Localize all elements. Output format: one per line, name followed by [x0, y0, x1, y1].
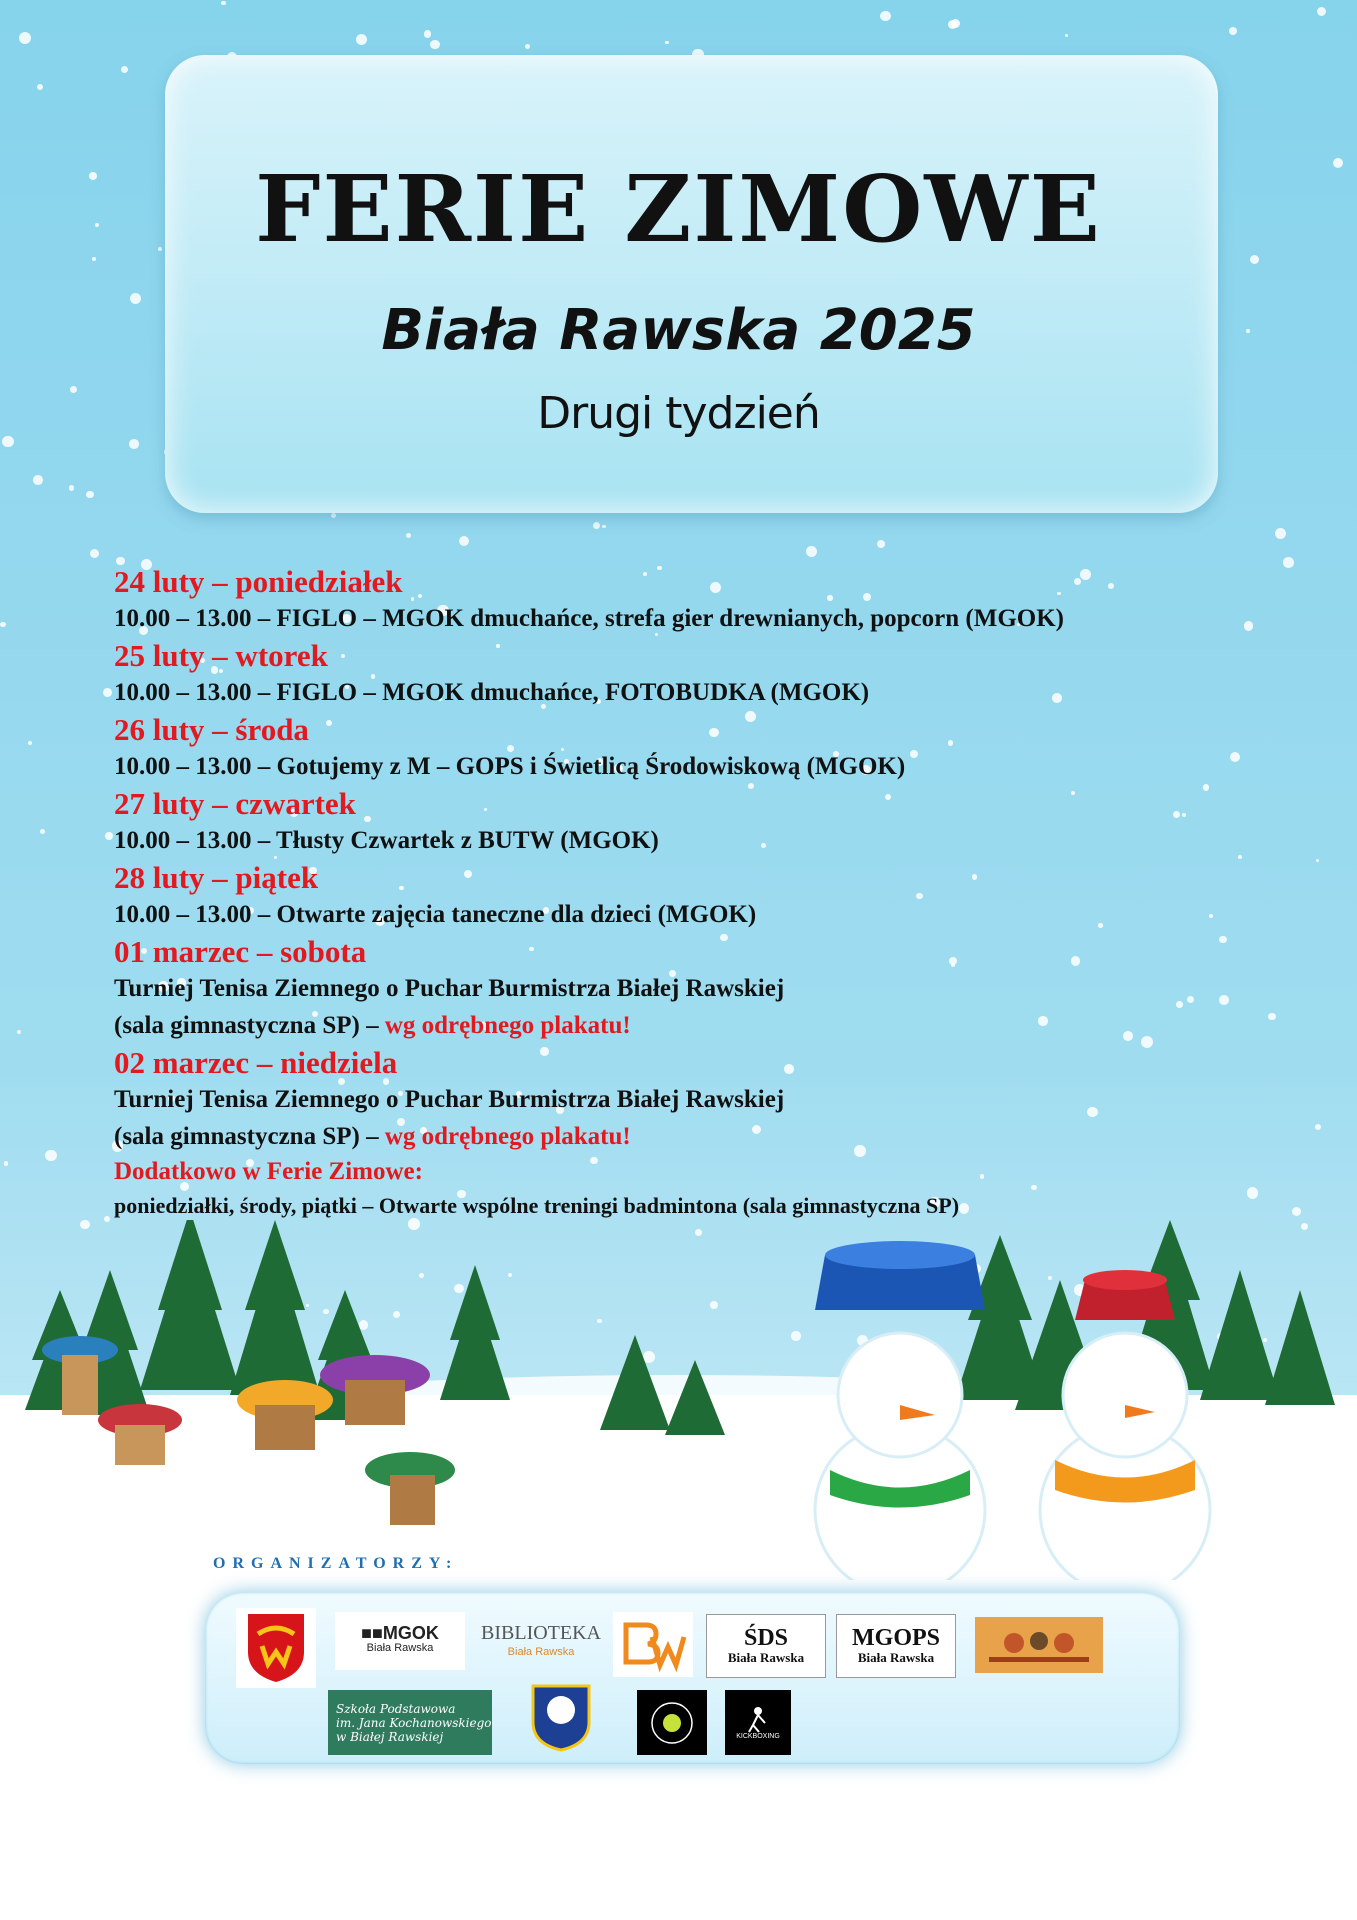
snowflake [121, 66, 128, 73]
snowflake [33, 475, 43, 485]
poster-note: wg odrębnego plakatu! [384, 1012, 631, 1039]
snowflake [356, 34, 367, 45]
winter-scene-illustration [0, 1220, 1357, 1580]
schedule-day [114, 637, 1314, 711]
extra-heading: Dodatkowo w Ferie Zimowe: [114, 1158, 423, 1185]
town-coat-of-arms-logo [236, 1608, 316, 1688]
snowflake [103, 688, 112, 697]
event-line: 10.00 – 13.00 – FIGLO – MGOK dmuchańce, strefa gier drewnianych, popcorn (MGOK) [114, 605, 1064, 632]
snowflake [406, 533, 411, 538]
event-line: 10.00 – 13.00 – Tłusty Czwartek z BUTW (MGOK) [114, 827, 659, 854]
snowflake [105, 832, 113, 840]
snowflake [1316, 859, 1319, 862]
snowflake [880, 11, 891, 22]
kids-activity-logo [975, 1617, 1103, 1673]
extra-text: poniedziałki, środy, piątki – Otwarte wspólne treningi badmintona (sala gimnastyczna SP) [114, 1193, 960, 1218]
snowflake [86, 491, 93, 498]
schedule-day [114, 859, 1314, 933]
kickboxing-figure-icon [743, 1705, 773, 1733]
snowflake [19, 32, 31, 44]
snowflake [90, 549, 100, 559]
snowflake [424, 30, 432, 38]
event-line: Turniej Tenisa Ziemnego o Puchar Burmistrza Białej Rawskiej [114, 1086, 785, 1113]
coat-of-arms-icon [246, 1612, 306, 1684]
snowflake [593, 522, 600, 529]
snowflake [221, 1, 225, 5]
snowflake [459, 536, 469, 546]
snowflake [4, 1161, 9, 1166]
schedule-day [114, 563, 1314, 637]
poster-title: FERIE ZIMOWE [255, 155, 1102, 263]
snowflake [877, 540, 885, 548]
sds-logo: ŚDS Biała Rawska [706, 1614, 826, 1678]
day-heading: 01 marzec – sobota [114, 934, 367, 969]
snowflake [69, 485, 74, 490]
event-line: (sala gimnastyczna SP) – wg odrębnego plakatu! [114, 1012, 631, 1039]
event-line: 10.00 – 13.00 – Gotujemy z M – GOPS i Świetlicą Środowiskową (MGOK) [114, 753, 906, 780]
header-panel [165, 55, 1218, 513]
schedule-day [114, 711, 1314, 785]
snowflake [17, 1030, 21, 1034]
butw-icon [618, 1617, 688, 1672]
snowflake [948, 20, 957, 29]
mgops-logo: MGOPS Biała Rawska [836, 1614, 956, 1678]
snowflake [37, 84, 43, 90]
snowflake [1065, 34, 1068, 37]
event-line: 10.00 – 13.00 – FIGLO – MGOK dmuchańce, FOTOBUDKA (MGOK) [114, 679, 870, 706]
snowflake [28, 741, 32, 745]
snowflake [430, 40, 440, 50]
snowflake [602, 525, 606, 529]
day-heading: 25 luty – wtorek [114, 638, 328, 673]
butw-logo [613, 1612, 693, 1677]
club-shield-icon [529, 1682, 593, 1752]
snowflake [1229, 27, 1237, 35]
sports-club-logo [528, 1682, 593, 1752]
tennis-club-logo [637, 1690, 707, 1755]
schedule-day [114, 1044, 1314, 1155]
event-line: (sala gimnastyczna SP) – wg odrębnego plakatu! [114, 1123, 631, 1150]
day-heading: 24 luty – poniedziałek [114, 564, 403, 599]
snowflake [331, 513, 336, 518]
snowflake [45, 1150, 56, 1161]
event-line: 10.00 – 13.00 – Otwarte zajęcia taneczne dla dzieci (MGOK) [114, 901, 757, 928]
schedule-day [114, 933, 1314, 1044]
poster-subtitle: Biała Rawska 2025 [381, 298, 976, 363]
snowflake [1317, 7, 1326, 16]
snowflake [129, 439, 139, 449]
day-heading: 28 luty – piątek [114, 860, 319, 895]
day-heading: 27 luty – czwartek [114, 786, 356, 821]
organizers-label: ORGANIZATORZY: [213, 1555, 459, 1572]
poster-note: wg odrębnego plakatu! [384, 1123, 631, 1150]
snowflake [1275, 528, 1286, 539]
snowflake [40, 829, 46, 835]
snowflake [525, 44, 530, 49]
mgok-logo: ■■MGOK Biała Rawska [335, 1612, 465, 1670]
event-line: Turniej Tenisa Ziemnego o Puchar Burmistrza Białej Rawskiej [114, 975, 785, 1002]
snowflake [1315, 1124, 1321, 1130]
children-drawing-icon [984, 1623, 1094, 1667]
day-heading: 02 marzec – niedziela [114, 1045, 398, 1080]
tennis-ball-icon [647, 1698, 697, 1748]
week-label: Drugi tydzień [537, 388, 820, 439]
szkola-podstawowa-logo: Szkoła Podstawowa im. Jana Kochanowskiego w Białej Rawskiej [328, 1690, 492, 1755]
snowflake [665, 41, 669, 45]
day-heading: 26 luty – środa [114, 712, 309, 747]
snowflake [0, 622, 6, 628]
schedule [114, 563, 1314, 1223]
schedule-day [114, 785, 1314, 859]
biblioteka-logo: BIBLIOTEKA Biała Rawska [481, 1622, 601, 1658]
kickboxing-logo: KICKBOXING [725, 1690, 791, 1755]
snowflake [806, 546, 817, 557]
